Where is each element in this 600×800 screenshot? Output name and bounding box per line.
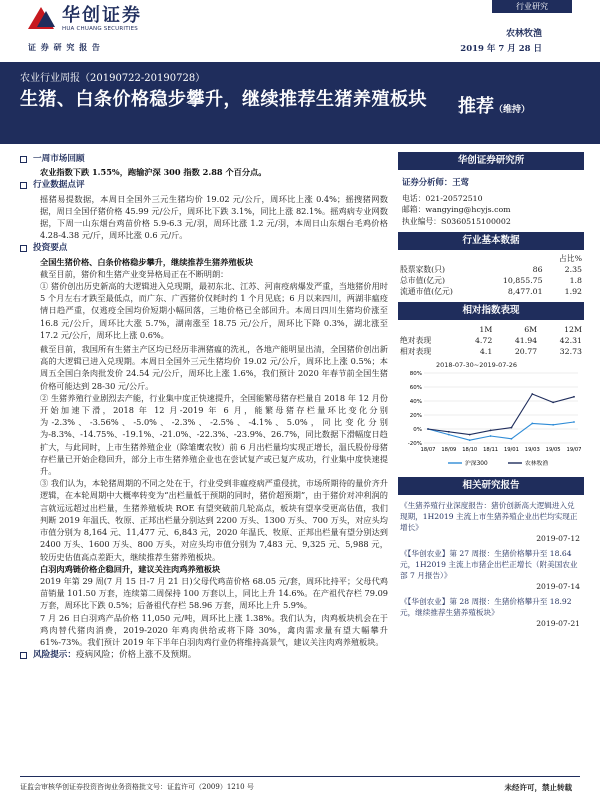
chart-point [552, 402, 554, 404]
box-title-performance: 相对指数表现 [398, 302, 584, 320]
series-label: 证 券 研 究 报 告 [28, 42, 101, 52]
risk-text: 疫病风险；价格上涨不及预期。 [75, 650, 197, 661]
paragraph: 2019 年第 29 周(7 月 15 日-7 月 21 日)父母代鸡苗价格 68.05 元/套，周环比持平；父母代鸡苗销量 101.50 万套，连续第二周保持 100 万套以上，同比上升 14.6%。在产祖代存栏 79.09 万套，周环比下跌 0.5%；后备祖代存栏 58.96 万套，周环比上升 5.9%。 [40, 575, 388, 611]
performance-row [398, 335, 584, 346]
analyst-label: 证券分析师： [402, 177, 453, 187]
chart-point [427, 428, 429, 430]
report-date: 2019 年 7 月 28 日 [460, 44, 542, 54]
performance-cell: 20.77 [514, 347, 538, 356]
basic-data-pct: 1.8 [569, 276, 582, 285]
report-title: 生猪、白条价格稳步攀升，继续推荐生猪养殖板块 [20, 89, 427, 110]
performance-col-header: 6M [524, 325, 538, 334]
paragraph: 摇猪易提数据，本周日全国外三元生猪均价 19.02 元/公斤，周环比上涨 0.4%；摇搜猪网数据，周日全国仔猪价格 45.99 元/公斤，周环比下跌 3.1%，同比上涨 82.1%。摇鸡病专业网数据，下周一山东烟台鸡苗价格 5.9-6.3 元/羽，周环比涨 1.2 元/羽，本周日山东烟台毛鸡价格 4.28-4.38 元/斤，周环比涨 0.6 元/斤。 [40, 193, 388, 241]
bullet-square-icon [20, 156, 27, 163]
performance-col-header [398, 324, 458, 335]
related-report-date: 2019-07-14 [536, 582, 580, 591]
performance-table [398, 324, 584, 357]
performance-cell: 4.1 [479, 347, 493, 356]
chart-legend-label: 农林牧渔 [525, 461, 549, 467]
chart-point [573, 396, 575, 398]
company-logo [28, 6, 142, 32]
basic-data-label: 股票家数(只) [400, 265, 446, 274]
rating-note: （维持） [494, 105, 531, 115]
box-title-basic-data: 行业基本数据 [398, 232, 584, 250]
section-risk [20, 649, 388, 661]
page-footer [0, 776, 600, 800]
chart-y-tick: 0% [413, 427, 422, 433]
section-market-review [20, 153, 388, 165]
sector-label: 农林牧渔 [505, 29, 542, 39]
section-title: 一周市场回顾 [33, 154, 85, 164]
box-title-related: 相关研究报告 [398, 477, 584, 495]
chart-x-tick: 19/07 [566, 447, 582, 453]
performance-cell: 4.72 [474, 336, 493, 345]
bullet-square-icon [20, 182, 27, 189]
footer-copyright: 未经许可，禁止转载 [504, 783, 572, 792]
section-investment-points [20, 242, 388, 254]
chart-point [511, 438, 513, 440]
box-title-institute: 华创证券研究所 [398, 152, 584, 170]
performance-cell: 32.73 [559, 347, 582, 356]
basic-data-row [398, 264, 584, 275]
paragraph: 截至目前，我国所有生猪主产区均已经历非洲猪瘟的洗礼，各地产能明显出清，全国猪价创出新高的大逻辑已进入兑现期。本周日全国外三元生猪均价 19.02 元/公斤，周环比上涨 0.5%；本周五全国白条肉批发价 24.54 元/公斤，周环比上涨 1.6%，我们预计 2020 年春节前全国生猪价格可能达到 28-30 元/公斤。 [40, 344, 388, 391]
paragraph: ③ 我们认为，本轮猪周期的不同之处在于，行业受到非瘟疫病严重侵扰，市场所期待的量价齐升逻辑，在本轮周期中大概率转变为“出栏量低于预期的同时，猪价超预期”，由于猪价对冲利润的言就远远超过出栏量，生猪养殖板块 ROE 有望突破前几轮高点，板块有望享受更高估值，我们判断 2019 年温氏、牧原、正邦出栏量分别达到 2200 万头、1300 万头、700 万头，对应头均市值分别为 8,164 元、11,477 元、6,843 元，2020 年温氏、牧原、正邦出栏量有望分别达到 2400 万头、1600 万头、800 万头，对应头均市值分别为 7,483 元、9,325 元、5,988 元，较历史估值高点差距大，继续推荐生猪养殖板块。 [40, 478, 388, 562]
chart-point [573, 421, 575, 423]
paragraph: ① 猪价创出历史新高的大逻辑进入兑现期，最初东北、江苏、河南疫病爆发严重，当地猪价用时 5 个月左右才跌至最低点，而广东、广西猪价仅耗时约 1 个月见底；6 月以来四川，两湖非瘟疫情日趋严重，仅逃疫全国均价短期小幅回落，三地价格已全部回升。本周日四川生猪均价涨至 16.8 元/公斤，周环比大涨 5.7%，湖南涨至 18.75 元/公斤，周环比下降 0.3%，湖北涨至 17.2 元/公斤，周环比上涨 0.6%。 [40, 281, 388, 340]
performance-row [398, 346, 584, 357]
section-title: 投资要点 [33, 243, 68, 254]
performance-col-header: 12M [564, 325, 582, 334]
paragraph: 7 月 26 日白羽鸡产品价格 11,050 元/吨，周环比上涨 1.38%。我们认为，肉鸡板块机会在于鸡肉替代猪肉消费，2019-2020 年鸡肉供给或将下降 30%，禽肉需求量有望大幅攀升 61%-73%。我们预计 2019 年下半年白羽肉鸡行业仍将维持高景气，建议关注肉鸡养殖板块。 [40, 612, 388, 647]
performance-cell: 41.94 [514, 336, 538, 345]
chart-y-tick: 20% [409, 413, 422, 419]
basic-data-row [398, 286, 584, 297]
related-report-date: 2019-07-12 [536, 534, 580, 543]
chart-x-tick: 18/07 [420, 447, 436, 453]
chart-x-tick: 19/05 [545, 447, 561, 453]
basic-data-label: 流通市值(亿元) [400, 287, 453, 296]
subheading: 白羽肉鸡链价格企稳回升，建议关注肉鸡养殖板块 [40, 563, 221, 574]
chart-point [469, 439, 471, 441]
chart-point [531, 423, 533, 425]
chart-y-tick: 40% [409, 399, 422, 405]
chart-point [490, 435, 492, 437]
related-reports [398, 495, 584, 633]
chart-point [448, 434, 450, 436]
basic-data-pct: 1.92 [564, 287, 582, 296]
chart-y-tick: 80% [409, 371, 422, 377]
report-type-tab: 行业研究 [492, 0, 572, 13]
section-title: 行业数据点评 [33, 180, 85, 191]
chart-x-tick: 18/10 [462, 447, 478, 453]
section-title: 风险提示： [33, 650, 76, 661]
chart-title: 2018-07-30~2019-07-26 [436, 361, 517, 369]
paragraph: ② 生猪养殖行业剧烈去产能，行业集中度正快速提升，全国能繁母猪存栏量自 2018 年 12 月份开始加速下滑，2018 年 12 月-2019 年 6 月，能繁母猪存栏量环比变化分别为-2.3%、-3.56%、-5.0%、-2.3%、-2.5%、-4.1%、5.0%，同比变化分别为-8.3%、-14.75%、-19.1%、-21.0%、-22.3%、-23.9%、26.7%，同比数据下滑幅度日趋扩大，与此同时，上市生猪养殖企业（除雏鹰农牧）前 6 月出栏量均实现正增长，温氏股份母猪存栏量已开始企稳回升，部分上市生猪养殖企业也在尝试复产或已复产成功，行业集中度快速提升。 [40, 392, 388, 477]
analyst-phone: 电话：021-20572510 [402, 193, 483, 203]
analyst-line [402, 177, 580, 189]
basic-data-value: 86 [532, 265, 543, 274]
logo-en: HUA CHUANG SECURITIES [62, 26, 138, 32]
performance-cell: 相对表现 [400, 347, 432, 356]
performance-chart [398, 359, 584, 471]
logo-cn: 华创证券 [62, 5, 142, 26]
chart-point [531, 393, 533, 395]
chart-point [490, 430, 492, 432]
performance-header-row [398, 324, 584, 335]
chart-y-tick: 60% [409, 385, 422, 391]
basic-data-value: 8,477.01 [507, 287, 543, 296]
main-content [20, 152, 388, 662]
report-header [0, 0, 600, 60]
report-subtitle: 农业行业周报（20190722-20190728） [20, 73, 206, 84]
performance-cell: 42.31 [559, 336, 582, 345]
chart-point [469, 434, 471, 436]
rating-value: 推荐 [458, 96, 494, 117]
analyst-name: 王莺 [452, 177, 469, 187]
performance-cell: 绝对表现 [400, 336, 432, 345]
paragraph: 截至目前，猪价和生猪产业变异格局正在不断明朗： [40, 268, 229, 279]
performance-col-header: 1M [479, 325, 493, 334]
chart-y-tick: -20% [407, 441, 422, 447]
subheading: 全国生猪价格、白条价格稳步攀升，继续推荐生猪养殖板块 [40, 256, 253, 267]
title-band [0, 62, 600, 144]
chart-x-tick: 18/09 [441, 447, 457, 453]
sidebar [398, 152, 584, 633]
basic-data-table [398, 253, 584, 297]
related-report-title[interactable]: 《【华创农业】第 28 周报：生猪价格攀升至 18.92 元，继续推荐生猪养殖板块》 [400, 597, 572, 617]
bullet-square-icon [20, 245, 27, 252]
chart-legend-label: 沪深300 [465, 461, 488, 467]
section-data-review [20, 179, 388, 191]
chart-series-line [428, 394, 574, 435]
chart-x-tick: 18/11 [483, 447, 499, 453]
chart-series-line [428, 422, 574, 440]
basic-data-label: 总市值(亿元) [400, 276, 446, 285]
footer-license: 证监会审核华创证券投资咨询业务资格批文号：证监许可（2009）1210 号 [20, 783, 254, 791]
analyst-email: 邮箱：wangying@hcyjs.com [402, 205, 511, 214]
chart-point [448, 431, 450, 433]
market-summary: 农业指数下跌 1.55%，跑输沪深 300 指数 2.88 个百分点。 [40, 167, 267, 178]
basic-data-value: 10,855.75 [502, 276, 543, 285]
rating [458, 92, 530, 118]
basic-data-pct: 2.35 [564, 265, 582, 274]
related-report-date: 2019-07-21 [536, 619, 580, 628]
chart-point [552, 424, 554, 426]
related-report-title[interactable]: 《【华创农业】第 27 周报：生猪价格攀升至 18.64 元，1H2019 主流上市猪企出栏正增长（附美国农业部 7 月报告）》 [400, 549, 578, 580]
logo-mark-icon [28, 7, 58, 31]
ratio-header: 占比% [558, 254, 582, 263]
bullet-square-icon [20, 652, 27, 659]
related-report-title[interactable]: 《生猪养殖行业深度报告：猪价创新高大逻辑进入兑现期，1H2019 主流上市生猪养殖企业出栏均实现正增长》 [400, 501, 578, 532]
analyst-info [398, 170, 584, 232]
chart-x-tick: 19/03 [524, 447, 540, 453]
basic-data-row [398, 275, 584, 286]
chart-x-tick: 19/01 [503, 447, 519, 453]
chart-point [511, 427, 513, 429]
analyst-cert: 执业编号：S0360515100002 [402, 216, 511, 226]
